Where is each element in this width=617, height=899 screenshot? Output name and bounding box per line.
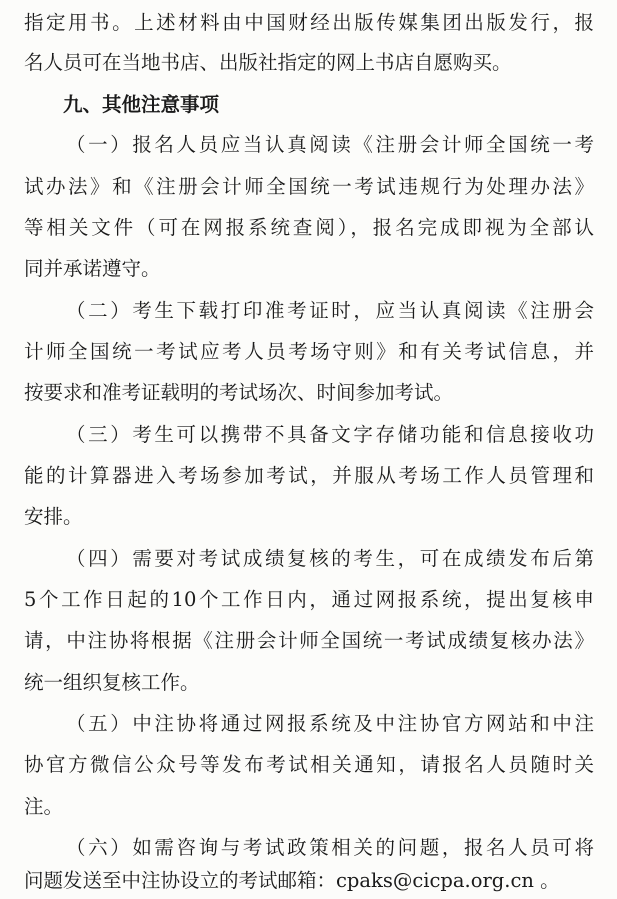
item-2-line: 按要求和准考证载明的考试场次、时间参加考试。 [24, 381, 454, 404]
item-2-line: 计师全国统一考试应考人员考场守则》和有关考试信息，并 [24, 340, 594, 363]
item-5-line: 注。 [24, 795, 64, 818]
item-4-line: 统一组织复核工作。 [24, 671, 200, 694]
item-4-line: 请，中注协将根据《注册会计师全国统一考试成绩复核办法》 [24, 629, 594, 652]
item-5-line: （五）中注协将通过网报系统及中注协官方网站和中注 [66, 712, 594, 735]
item-1-line: （一）报名人员应当认真阅读《注册会计师全国统一考 [66, 133, 594, 156]
item-4-line: （四）需要对考试成绩复核的考生，可在成绩发布后第 [66, 547, 594, 570]
text-line: 指定用书。上述材料由中国财经出版传媒集团出版发行，报 [24, 11, 594, 34]
item-4-line: 5个工作日起的10个工作日内，通过网报系统，提出复核申 [24, 588, 594, 611]
item-5-line: 协官方微信公众号等发布考试相关通知，请报名人员随时关 [24, 753, 594, 776]
item-3-line: （三）考生可以携带不具备文字存储功能和信息接收功 [66, 423, 594, 446]
text-line: 名人员可在当地书店、出版社指定的网上书店自愿购买。 [24, 51, 512, 74]
item-3-line: 能的计算器进入考场参加考试，并服从考场工作人员管理和 [24, 464, 594, 487]
item-6-line: （六）如需咨询与考试政策相关的问题，报名人员可将 [66, 836, 594, 859]
item-3-line: 安排。 [24, 505, 83, 528]
section-heading: 九、其他注意事项 [63, 93, 220, 116]
item-1-line: 试办法》和《注册会计师全国统一考试违规行为处理办法》 [24, 175, 594, 198]
item-2-line: （二）考生下载打印准考证时，应当认真阅读《注册会 [66, 299, 594, 322]
item-1-line: 等相关文件（可在网报系统查阅），报名完成即视为全部认 [24, 216, 594, 239]
item-1-line: 同并承诺遵守。 [24, 257, 161, 280]
item-6-line: 问题发送至中注协设立的考试邮箱：cpaks@cicpa.org.cn 。 [24, 869, 560, 892]
